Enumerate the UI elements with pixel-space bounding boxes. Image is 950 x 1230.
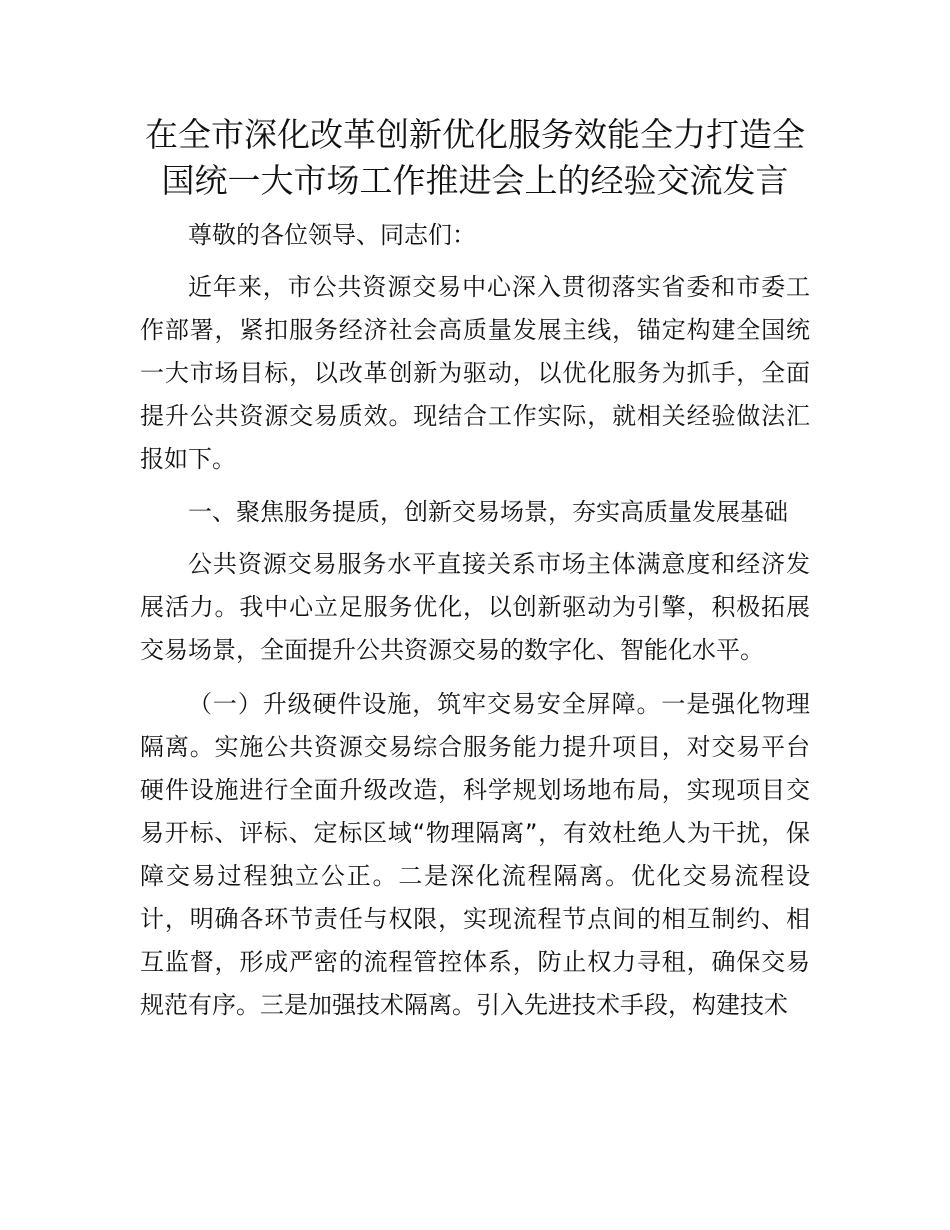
salutation: 尊敬的各位领导、同志们： xyxy=(188,221,476,249)
document-title-line-1: 在全市深化改革创新优化服务效能全力打造全 xyxy=(145,115,805,154)
document-title-line-2: 国统一大市场工作推进会上的经验交流发言 xyxy=(161,161,789,200)
section-heading-1: 一、聚焦服务提质，创新交易场景，夯实高质量发展基础 xyxy=(188,498,788,526)
paragraph-section-1: 公共资源交易服务水平直接关系市场主体满意度和经济发展活力。我中心立足服务优化，以创新驱动为引擎，积极拓展交易场景，全面提升公共资源交易的数字化、智能化水平。 xyxy=(140,550,810,664)
paragraph-intro: 近年来，市公共资源交易中心深入贯彻落实省委和市委工作部署，紧扣服务经济社会高质量发展主线，锚定构建全国统一大市场目标，以改革创新为驱动，以优化服务为抓手，全面提升公共资源交易质效。现结合工作实际，就相关经验做法汇报如下。 xyxy=(140,273,810,473)
paragraph-subsection-1: （一）升级硬件设施，筑牢交易安全屏障。一是强化物理隔离。实施公共资源交易综合服务能力提升项目，对交易平台硬件设施进行全面升级改造，科学规划场地布局，实现项目交易开标、评标、定标区域“物理隔离”，有效杜绝人为干扰，保障交易过程独立公正。二是深化流程隔离。优化交易流程设计，明确各环节责任与权限，实现流程节点间的相互制约、相互监督，形成严密的流程管控体系，防止权力寻租，确保交易规范有序。三是加强技术隔离。引入先进技术手段，构建技术 xyxy=(140,690,810,1019)
